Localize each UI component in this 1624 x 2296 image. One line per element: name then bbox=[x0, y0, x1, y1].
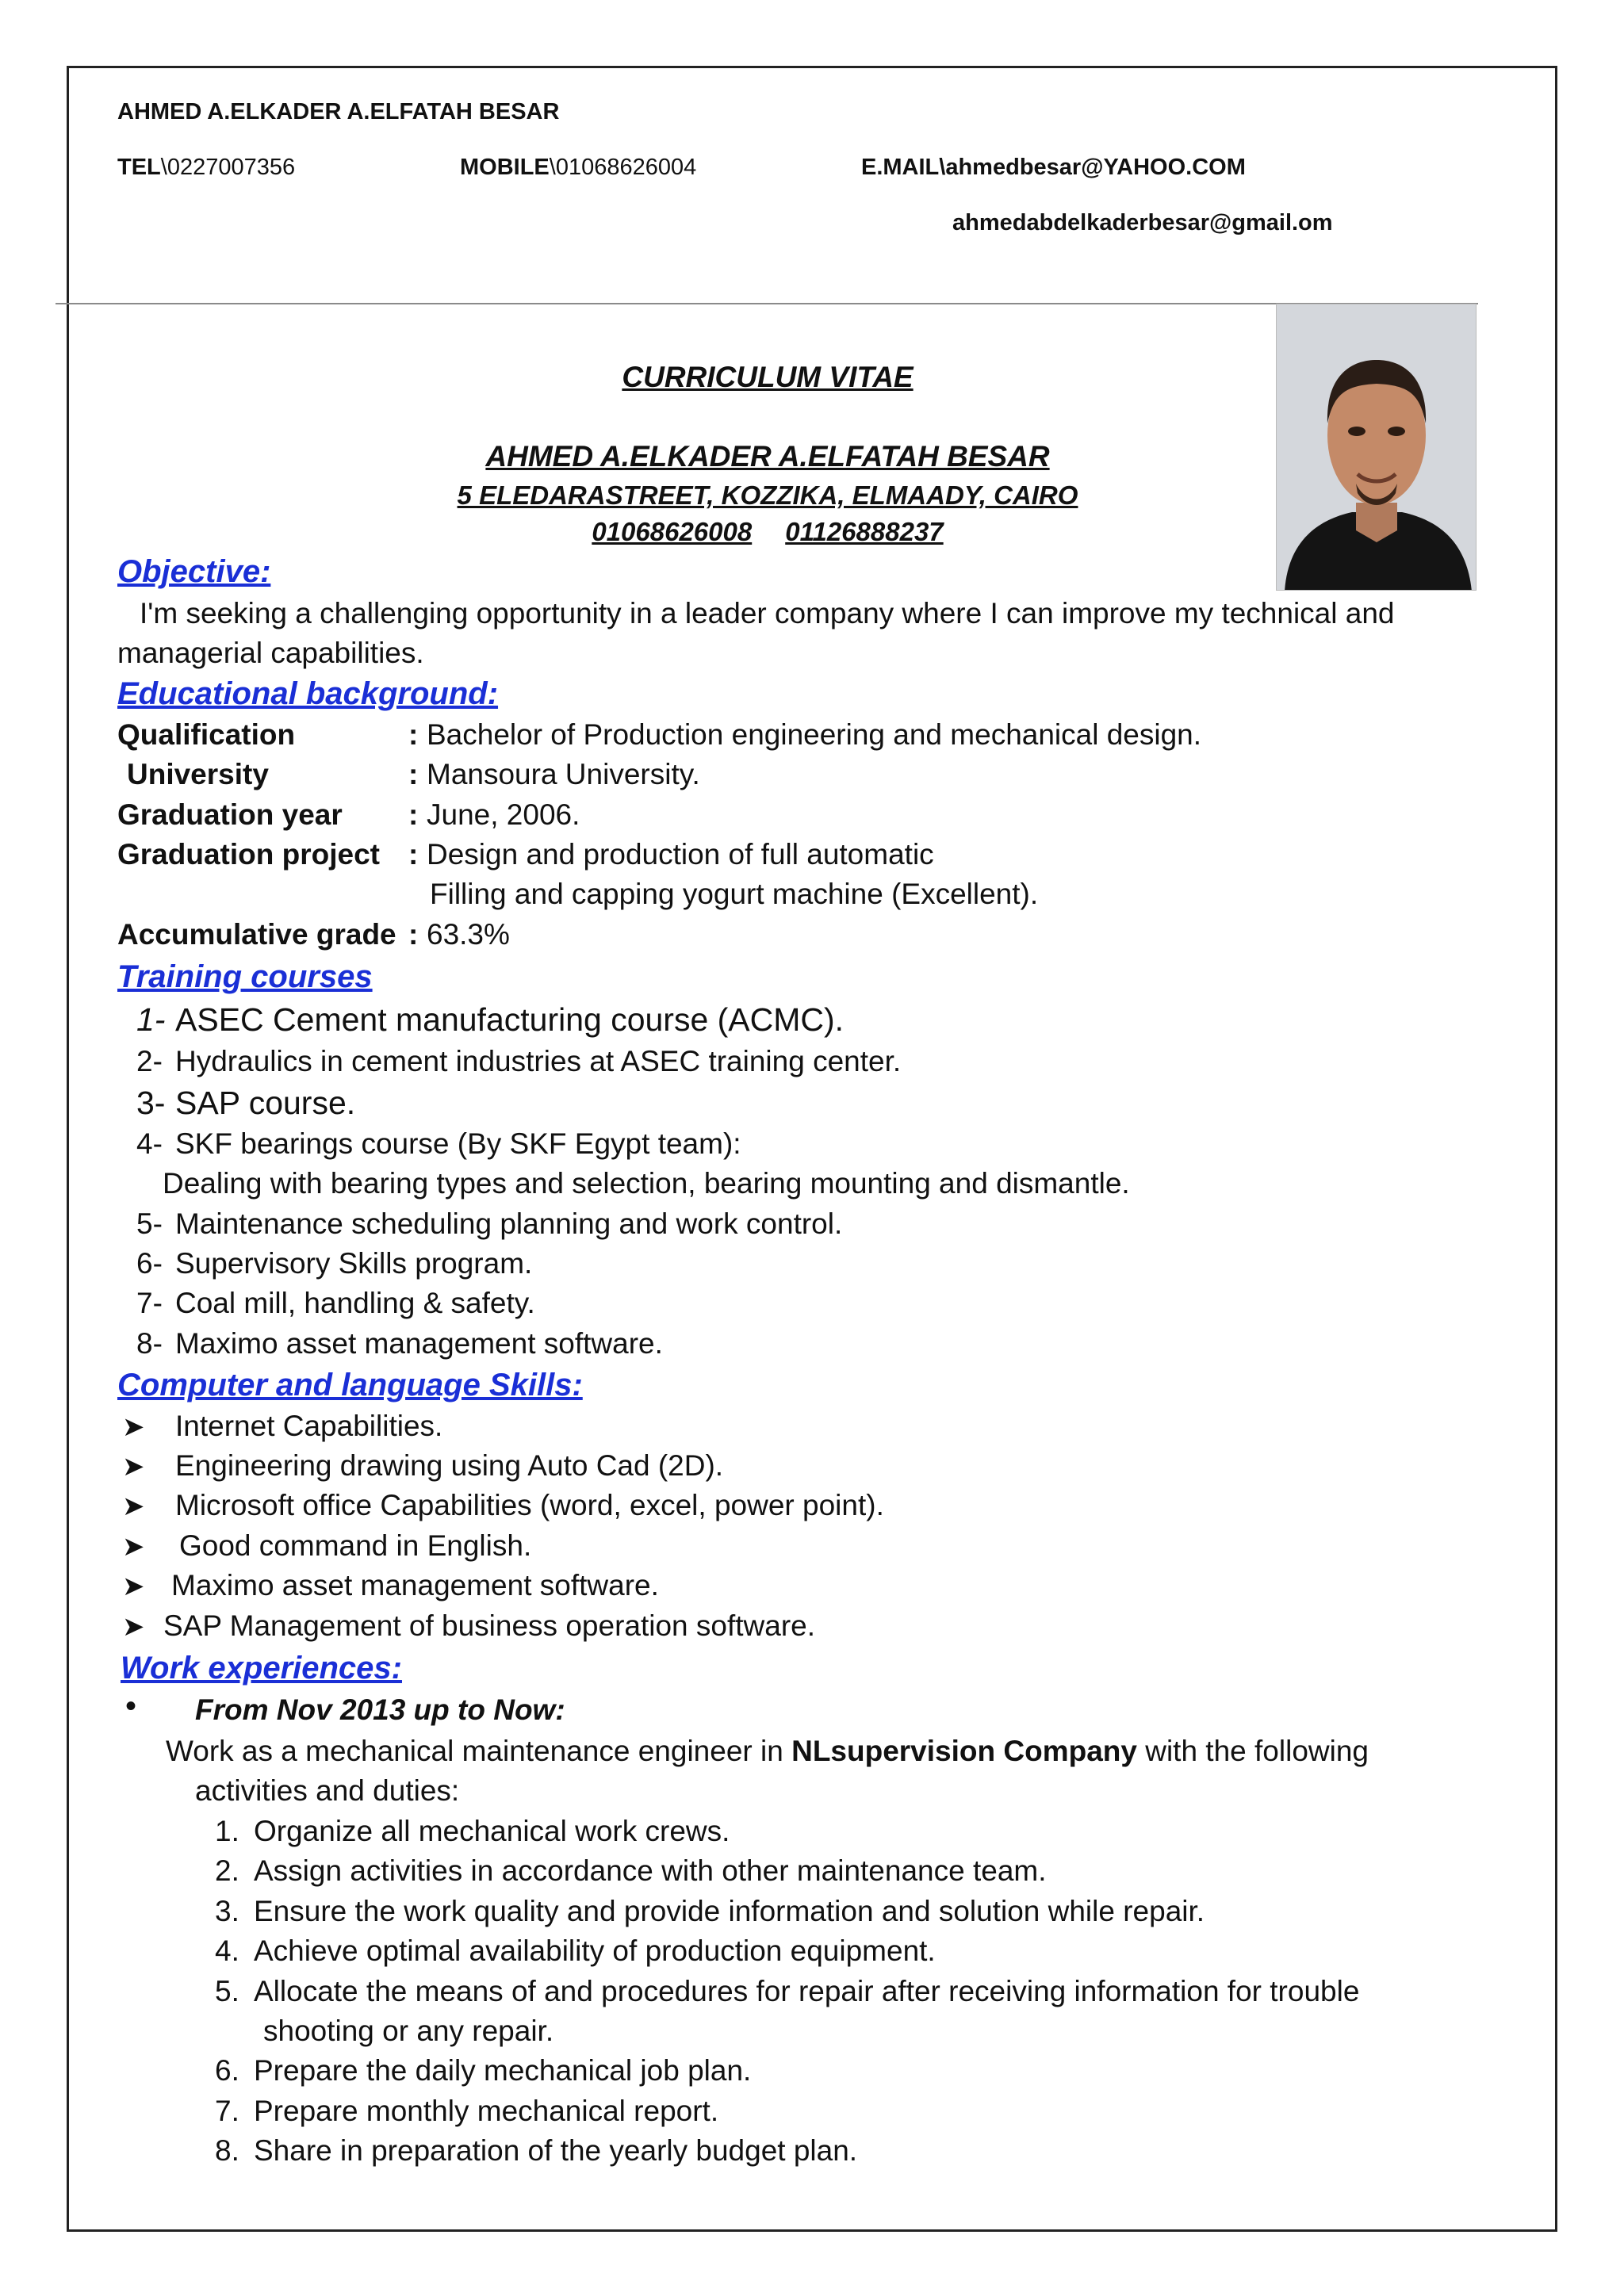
training-num: 6- bbox=[136, 1247, 163, 1280]
cv-name: AHMED A.ELKADER A.ELFATAH BESAR bbox=[485, 440, 1050, 473]
tel-label: TEL bbox=[117, 155, 161, 180]
header-mobile bbox=[460, 155, 696, 181]
training-text: Supervisory Skills program. bbox=[175, 1247, 533, 1280]
mobile-label: MOBILE bbox=[460, 155, 550, 180]
edu-colon: : bbox=[408, 798, 419, 831]
arrow-bullet-icon: ➤ bbox=[122, 1571, 145, 1601]
header-email bbox=[861, 155, 1246, 181]
edu-value-accumulative-grade: 63.3% bbox=[427, 918, 510, 951]
duty-text: Prepare monthly mechanical report. bbox=[254, 2095, 719, 2127]
duty-num: 5. bbox=[215, 1975, 239, 2007]
training-text: Hydraulics in cement industries at ASEC training center. bbox=[175, 1045, 902, 1077]
duty-num: 6. bbox=[215, 2054, 239, 2087]
edu-label-graduation-year: Graduation year bbox=[117, 798, 343, 831]
edu-value-graduation-project: Design and production of full automatic bbox=[427, 838, 934, 871]
cv-phone-2: 01126888237 bbox=[785, 517, 944, 546]
education-heading: Educational background: bbox=[117, 676, 499, 711]
work-company: NLsupervision Company bbox=[791, 1735, 1137, 1767]
edu-value-university: Mansoura University. bbox=[427, 758, 700, 790]
edu-colon: : bbox=[408, 918, 419, 951]
edu-label-accumulative-grade: Accumulative grade bbox=[117, 918, 396, 951]
work-intro-pre: Work as a mechanical maintenance engineer in bbox=[166, 1735, 792, 1767]
duty-text: Ensure the work quality and provide information and solution while repair. bbox=[254, 1895, 1205, 1927]
cv-address: 5 ELEDARASTREET, KOZZIKA, ELMAADY, CAIRO bbox=[457, 480, 1078, 510]
header-tel bbox=[117, 155, 295, 181]
email-label: E.MAIL\ bbox=[861, 155, 946, 180]
objective-line-2: managerial capabilities. bbox=[117, 637, 424, 669]
duty-num: 2. bbox=[215, 1854, 239, 1887]
duty-text: Allocate the means of and procedures for repair after receiving information for trouble bbox=[254, 1975, 1360, 2007]
training-text: Coal mill, handling & safety. bbox=[175, 1287, 535, 1319]
training-text: Maintenance scheduling planning and work control. bbox=[175, 1207, 843, 1240]
skill-item: Microsoft office Capabilities (word, excel, power point). bbox=[175, 1489, 884, 1521]
training-num: 7- bbox=[136, 1287, 163, 1319]
arrow-bullet-icon: ➤ bbox=[122, 1612, 145, 1642]
duty-text: Prepare the daily mechanical job plan. bbox=[254, 2054, 752, 2087]
mobile-value: \01068626004 bbox=[549, 155, 697, 180]
edu-value-graduation-year: June, 2006. bbox=[427, 798, 580, 831]
training-num: 2- bbox=[136, 1045, 163, 1077]
work-heading: Work experiences: bbox=[121, 1651, 402, 1686]
training-text: Maximo asset management software. bbox=[175, 1327, 663, 1360]
work-intro-post: with the following bbox=[1136, 1735, 1369, 1767]
objective-line-1: I'm seeking a challenging opportunity in a leader company where I can improve my technical and bbox=[140, 597, 1395, 629]
header-divider bbox=[56, 303, 1478, 304]
duty-num: 8. bbox=[215, 2134, 239, 2167]
work-intro bbox=[166, 1735, 1369, 1768]
arrow-bullet-icon: ➤ bbox=[122, 1532, 145, 1562]
edu-project-continued: Filling and capping yogurt machine (Excellent). bbox=[430, 878, 1039, 910]
cv-phone-1: 01068626008 bbox=[592, 517, 753, 546]
duty-num: 7. bbox=[215, 2095, 239, 2127]
cv-phones bbox=[67, 517, 1469, 547]
work-period: From Nov 2013 up to Now: bbox=[195, 1693, 565, 1726]
edu-label-qualification: Qualification bbox=[117, 718, 296, 751]
training-text: SKF bearings course (By SKF Egypt team): bbox=[175, 1127, 741, 1160]
training-text: ASEC Cement manufacturing course (ACMC). bbox=[175, 1001, 845, 1038]
skills-heading: Computer and language Skills: bbox=[117, 1368, 583, 1402]
edu-value-qualification: Bachelor of Production engineering and mechanical design. bbox=[427, 718, 1202, 751]
training-num: 4- bbox=[136, 1127, 163, 1160]
edu-label-graduation-project: Graduation project bbox=[117, 838, 380, 871]
bullet-dot-icon: • bbox=[125, 1689, 137, 1724]
tel-value: \0227007356 bbox=[160, 155, 296, 180]
edu-label-university: University bbox=[127, 758, 269, 790]
duty-text: Assign activities in accordance with other maintenance team. bbox=[254, 1854, 1047, 1887]
training-num: 3- bbox=[136, 1085, 166, 1121]
skill-item: Good command in English. bbox=[179, 1529, 532, 1562]
training-num: 8- bbox=[136, 1327, 163, 1360]
edu-colon: : bbox=[408, 838, 419, 871]
duty-text: Share in preparation of the yearly budget plan. bbox=[254, 2134, 858, 2167]
arrow-bullet-icon: ➤ bbox=[122, 1491, 145, 1521]
edu-colon: : bbox=[408, 718, 419, 751]
cv-title: CURRICULUM VITAE bbox=[622, 361, 914, 393]
training-num: 1- bbox=[136, 1001, 166, 1038]
skill-item: Engineering drawing using Auto Cad (2D). bbox=[175, 1449, 724, 1482]
duty-text: Achieve optimal availability of production equipment. bbox=[254, 1934, 936, 1967]
duty-num: 1. bbox=[215, 1815, 239, 1847]
training-num: 5- bbox=[136, 1207, 163, 1240]
duty-num: 4. bbox=[215, 1934, 239, 1967]
training-text: SAP course. bbox=[175, 1085, 356, 1121]
email-value: ahmedbesar@YAHOO.COM bbox=[945, 155, 1246, 180]
arrow-bullet-icon: ➤ bbox=[122, 1412, 145, 1442]
work-intro-line-2: activities and duties: bbox=[195, 1774, 460, 1807]
training-item bbox=[136, 1001, 165, 1039]
arrow-bullet-icon: ➤ bbox=[122, 1452, 145, 1482]
duty-5-continued: shooting or any repair. bbox=[263, 2015, 554, 2047]
duty-text: Organize all mechanical work crews. bbox=[254, 1815, 730, 1847]
training-item-4-continued: Dealing with bearing types and selection, bearing mounting and dismantle. bbox=[163, 1167, 1130, 1200]
training-heading: Training courses bbox=[117, 959, 373, 994]
skill-item: Maximo asset management software. bbox=[171, 1569, 659, 1601]
duty-num: 3. bbox=[215, 1895, 239, 1927]
skill-item: Internet Capabilities. bbox=[175, 1410, 443, 1442]
objective-heading: Objective: bbox=[117, 554, 271, 589]
skill-item: SAP Management of business operation software. bbox=[163, 1609, 816, 1642]
header-name: AHMED A.ELKADER A.ELFATAH BESAR bbox=[117, 99, 560, 124]
edu-colon: : bbox=[408, 758, 419, 790]
header-email2: ahmedabdelkaderbesar@gmail.om bbox=[952, 210, 1333, 235]
